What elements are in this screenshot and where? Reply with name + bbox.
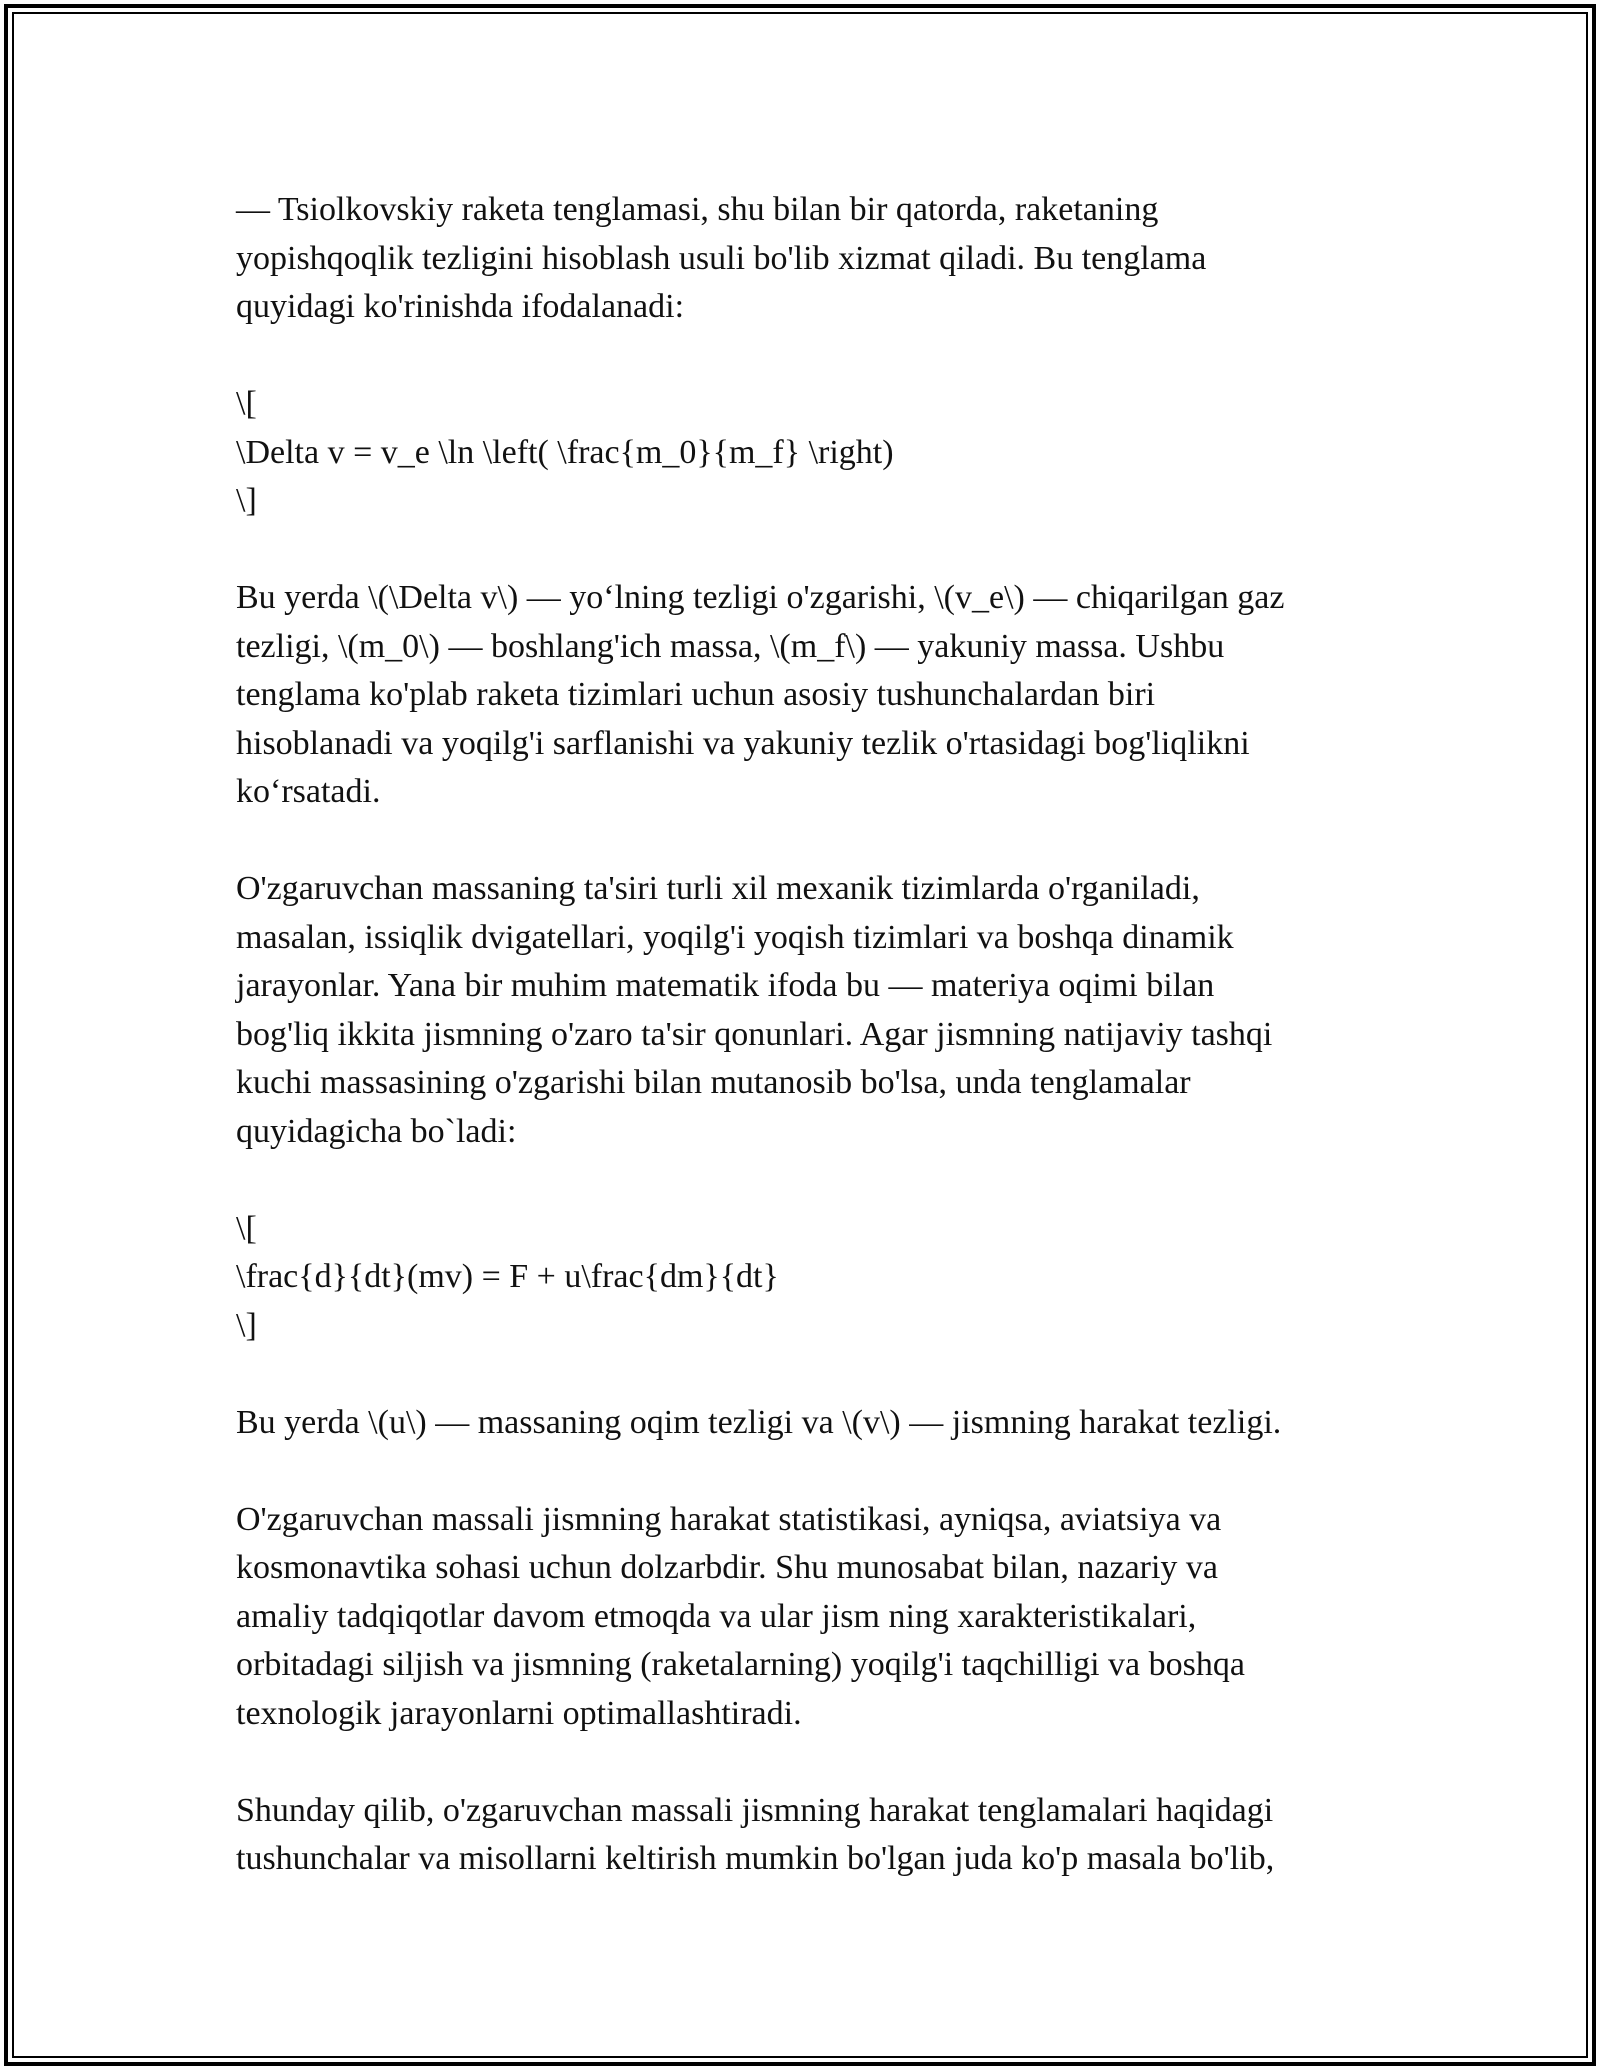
paragraph-flow-velocity: Bu yerda \(u\) — massaning oqim tezligi va \(v\) — jismning harakat tezligi. bbox=[236, 1403, 1282, 1441]
paragraph-variable-mass-effects: O'zgaruvchan massaning ta'siri turli xil mexanik tizimlarda o'rganiladi, masalan, issiqlik dvigatellari, yoqilg'i yoqish tizimlari va boshqa dinamik jarayonlar. Yana bir muhim matematik ifoda bu — materiya oqimi bilan bog'liq ikkita jismning o'zaro ta'sir qonunlari. Agar jismning natijaviy tashqi kuchi massasining o'zgarishi bilan mutanosib bo'lsa, unda tenglamalar quyidagicha bo`ladi: bbox=[236, 870, 1273, 1150]
paragraph-conclusion: Shunday qilib, o'zgaruvchan massali jismning harakat tenglamalari haqidagi tushunchalar va misollarni keltirish mumkin bo'lgan juda ko'p masala bo'lib, bbox=[236, 1791, 1275, 1877]
document-body bbox=[236, 186, 1386, 1884]
equation-momentum-change: \[ \frac{d}{dt}(mv) = F + u\frac{dm}{dt} \] bbox=[236, 1209, 779, 1344]
paragraph-tsiolkovskiy-intro: — Tsiolkovskiy raketa tenglamasi, shu bilan bir qatorda, raketaning yopishqoqlik tezligini hisoblash usuli bo'lib xizmat qiladi. Bu tenglama quyidagi ko'rinishda ifodalanadi: bbox=[236, 191, 1207, 325]
equation-tsiolkovskiy: \[ \Delta v = v_e \ln \left( \frac{m_0}{m_f} \right) \] bbox=[236, 385, 894, 519]
paragraph-aviation-relevance: O'zgaruvchan massali jismning harakat statistikasi, ayniqsa, aviatsiya va kosmonavtika sohasi uchun dolzarbdir. Shu munosabat bilan, nazariy va amaliy tadqiqotlar davom etmoqda va ular jism ning xarakteristikalari, orbitadagi siljish va jismning (raketalarning) yoqilg'i taqchilligi va boshqa texnologik jarayonlarni optimallashtiradi. bbox=[236, 1500, 1245, 1732]
paragraph-variable-definitions: Bu yerda \(\Delta v\) — yo‘lning tezligi o'zgarishi, \(v_e\) — chiqarilgan gaz tezligi, \(m_0\) — boshlang'ich massa, \(m_f\) — yakuniy massa. Ushbu tenglama ko'plab raketa tizimlari uchun asosiy tushunchalardan biri hisoblanadi va yoqilg'i sarflanishi va yakuniy tezlik o'rtasidagi bog'liqlikni ko‘rsatadi. bbox=[236, 579, 1285, 810]
